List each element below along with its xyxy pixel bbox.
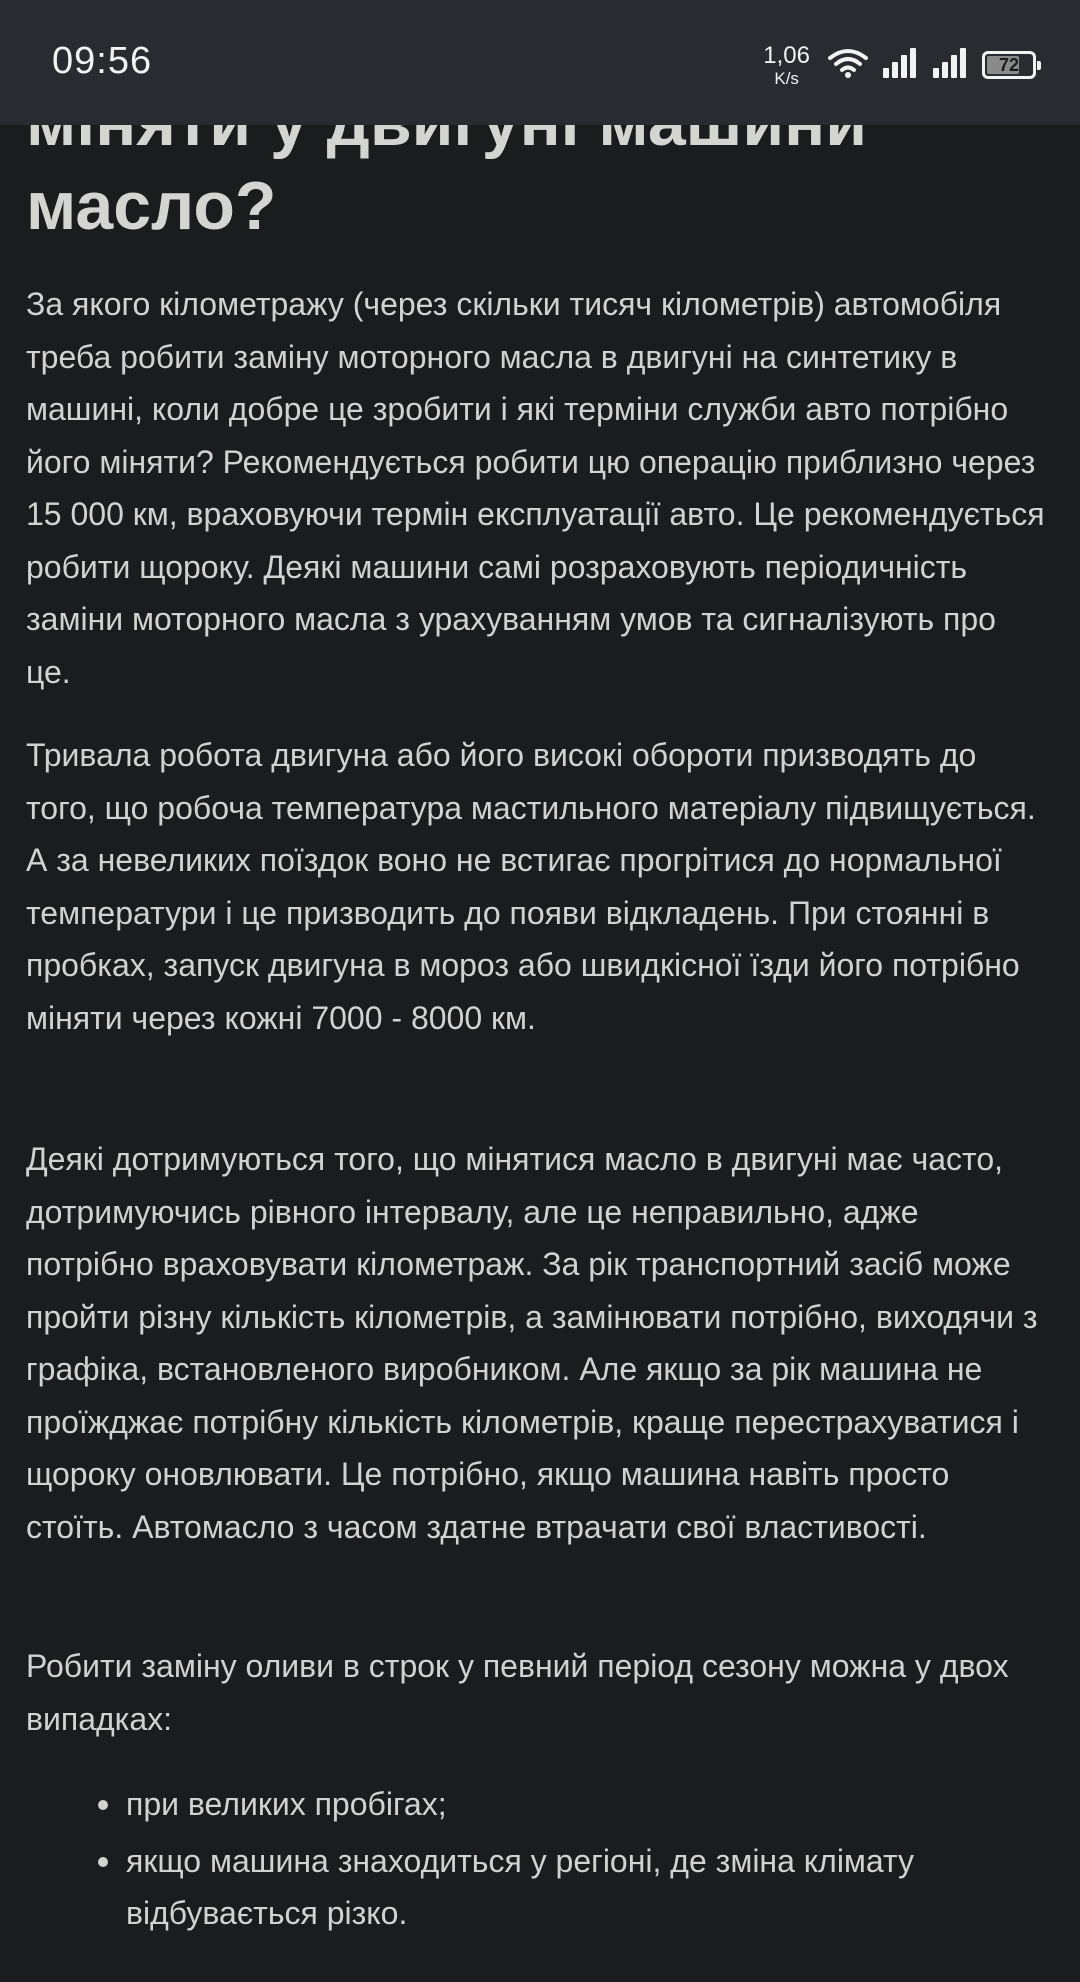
article-title-line: масло? xyxy=(26,168,277,244)
list-item xyxy=(26,1778,1046,1831)
wifi-icon xyxy=(828,48,868,83)
article-paragraph: Деякі дотримуються того, що мінятися масло в двигуні має часто, дотримуючись рівного інтервалу, але це неправильно, адже потрібно враховувати кілометраж. За рік транспортний засіб може пройти різну кількість кілометрів, а замінювати потрібно, виходячи з графіка, встановленого виробником. Але якщо за рік машина не проїжджає потрібну кількість кілометрів, краще перестрахуватися і щороку оновлювати. Це потрібно, якщо машина навіть просто стоїть. Автомасло з часом здатне втрачати свої властивості. xyxy=(26,1141,1038,1545)
status-time: 09:56 xyxy=(52,40,153,82)
article-bullet-list xyxy=(26,1778,1046,1944)
article-paragraph: За якого кілометражу (через скільки тисяч кілометрів) автомобіля треба робити заміну моторного масла в двигуні на синтетику в машині, коли добре це зробити і які терміни служби авто потрібно його міняти? Рекомендується робити цю операцію приблизно через 15 000 км, враховуючи термін експлуатації авто. Це рекомендується робити щороку. Деякі машини самі розраховують періодичність заміни моторного масла з урахуванням умов та сигналізують про це. xyxy=(26,286,1045,690)
list-item xyxy=(26,1835,1046,1940)
network-speed-unit: K/s xyxy=(774,68,799,88)
list-item-text: якщо машина знаходиться у регіоні, де зміна клімату відбувається різко. xyxy=(126,1842,915,1931)
signal-icon xyxy=(882,48,918,83)
list-item-text: при великих пробігах; xyxy=(126,1786,447,1822)
bullet-dot-icon xyxy=(98,1800,108,1810)
article-paragraph: Тривала робота двигуна або його високі обороти призводять до того, що робоча температура мастильного матеріалу підвищується. А за невеликих поїздок воно не встигає прогрітися до нормальної температури і це призводить до появи відкладень. При стоянні в пробках, запуск двигуна в мороз або швидкісної їзди його потрібно міняти через кожні 7000 - 8000 км. xyxy=(26,737,1036,1036)
signal-icon xyxy=(932,48,968,83)
battery-level: 72 xyxy=(998,54,1020,75)
status-bar xyxy=(0,0,1080,125)
network-speed xyxy=(763,41,810,88)
bullet-dot-icon xyxy=(98,1857,108,1867)
battery-icon xyxy=(982,51,1036,79)
network-speed-value: 1,06 xyxy=(763,41,810,69)
status-icons xyxy=(763,40,1036,90)
article-paragraph: Робити заміну оливи в строк у певний період сезону можна у двох випадках: xyxy=(26,1648,1009,1737)
